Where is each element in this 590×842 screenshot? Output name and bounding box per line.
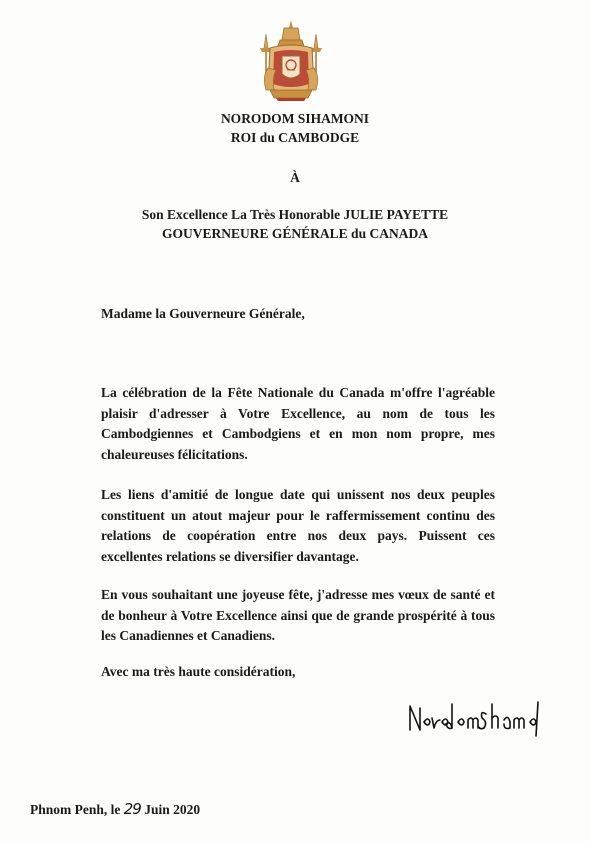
salutation: Madame la Gouverneure Générale, bbox=[101, 306, 305, 321]
handwritten-day: 29 bbox=[123, 800, 141, 818]
body-paragraph-3: En vous souhaitant une joyeuse fête, j'adresse mes vœux de santé et de bonheur à Votre Excellence ainsi que de grande prospérité à tous les Canadiennes et Canadiens. bbox=[101, 587, 495, 644]
royal-coat-of-arms-icon bbox=[254, 18, 328, 102]
closing-formula: Avec ma très haute considération, bbox=[101, 664, 296, 679]
place-date-prefix: Phnom Penh, le bbox=[30, 802, 124, 817]
body-paragraph-2: Les liens d'amitié de longue date qui unissent nos deux peuples constituent un atout majeur pour le raffermissement continu des relations de coopération entre nos deux pays. Puissent ces excellentes relations se diversifier davantage. bbox=[101, 487, 495, 564]
recipient-title: GOUVERNEURE GÉNÉRALE du CANADA bbox=[162, 226, 428, 241]
sender-title: ROI du CAMBODGE bbox=[230, 130, 360, 145]
body-paragraph-1: La célébration de la Fête Nationale du Canada m'offre l'agréable plaisir d'adresser à Votre Excellence, au nom de tous les Cambodgiennes et Cambodgiens et en mon nom propre, mes chaleureuses félicitations. bbox=[101, 385, 495, 462]
addressee-mark: À bbox=[290, 170, 300, 185]
place-and-date bbox=[30, 800, 200, 818]
handwritten-signature bbox=[406, 700, 542, 738]
recipient-name: Son Excellence La Très Honorable JULIE PAYETTE bbox=[141, 207, 449, 222]
sender-name: NORODOM SIHAMONI bbox=[220, 111, 370, 126]
place-date-suffix: Juin 2020 bbox=[140, 802, 201, 817]
